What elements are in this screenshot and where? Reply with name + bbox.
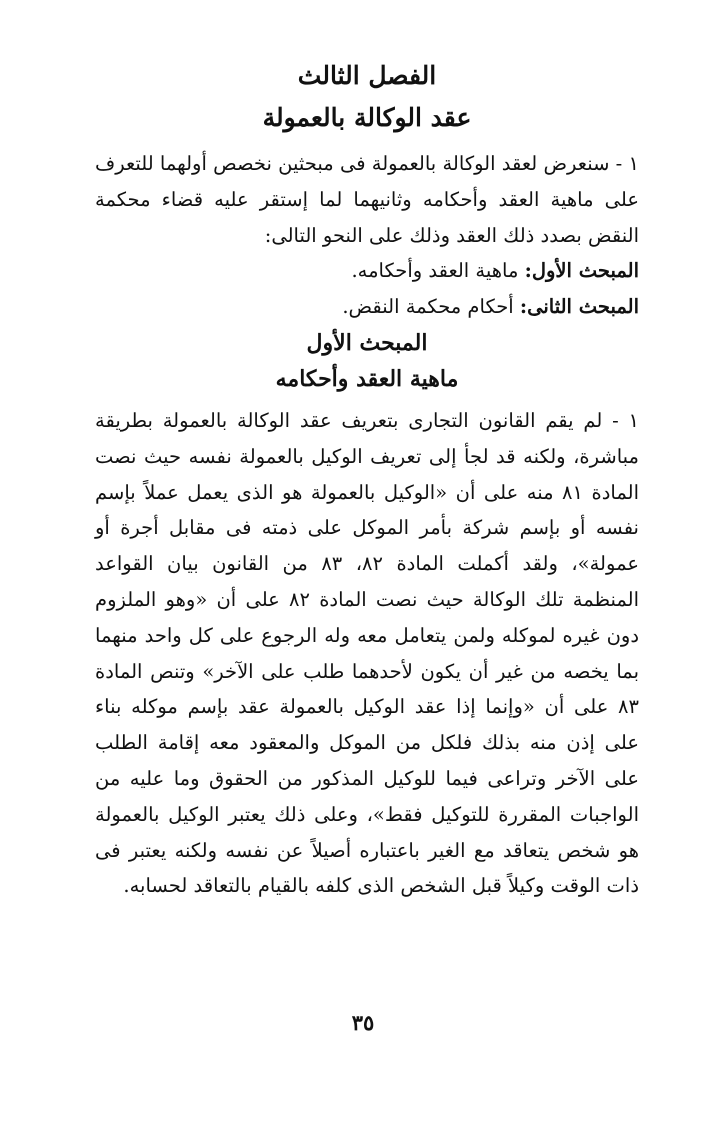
page-number: ٣٥: [351, 1010, 375, 1035]
toc-item-1-lead: المبحث الأول:: [524, 259, 639, 283]
toc-item-2-lead: المبحث الثانى:: [519, 295, 639, 319]
toc-item-2-text: أحكام محكمة النقض.: [342, 295, 520, 319]
toc-item-2: [95, 289, 639, 325]
page-content: [95, 58, 639, 904]
main-title: عقد الوكالة بالعمولة: [262, 103, 472, 132]
toc-item-1: [95, 253, 639, 289]
chapter-title: الفصل الثالث: [297, 61, 437, 90]
intro-paragraph: ١ - سنعرض لعقد الوكالة بالعمولة فى مبحثين نخصص أولهما للتعرف على ماهية العقد وأحكامه وثانيهما لما إستقر عليه قضاء محكمة النقض بصدد ذلك العقد وذلك على النحو التالى:: [95, 152, 639, 247]
section-title: المبحث الأول: [306, 329, 428, 356]
section-subtitle: ماهية العقد وأحكامه: [275, 365, 459, 392]
toc-item-1-text: ماهية العقد وأحكامه.: [351, 259, 525, 283]
body-paragraph: ١ - لم يقم القانون التجارى بتعريف عقد الوكالة بالعمولة بطريقة مباشرة، ولكنه قد لجأ إلى تعريف الوكيل بالعمولة نفسه حيث نصت المادة ٨١ منه على أن «الوكيل بالعمولة هو الذى يعمل عملاً بإسم نفسه أو بإسم شركة بأمر الموكل على ذمته فى مقابل أجرة أو عمولة»، ولقد أكملت المادة ٨٢، ٨٣ من القانون بيان القواعد المنظمة تلك الوكالة حيث نصت المادة ٨٢ على أن «وهو الملزوم دون غيره لموكله ولمن يتعامل معه وله الرجوع على كل واحد منهما بما يخصه من غير أن يكون لأحدهما طلب على الآخر» وتنص المادة ٨٣ على أن «وإنما إذا عقد الوكيل بالعمولة عقد بإسم موكله بناء على إذن منه بذلك فلكل من الموكل والمعقود معه إقامة الطلب على الآخر وتراعى فيما للوكيل المذكور من الحقوق وما عليه من الواجبات المقررة للتوكيل فقط»، وعلى ذلك يعتبر الوكيل بالعمولة هو شخص يتعاقد مع الغير باعتباره أصيلاً عن نفسه ولكنه يعتبر فى ذات الوقت وكيلاً قبل الشخص الذى كلفه بالقيام بالتعاقد لحسابه.: [95, 408, 639, 898]
